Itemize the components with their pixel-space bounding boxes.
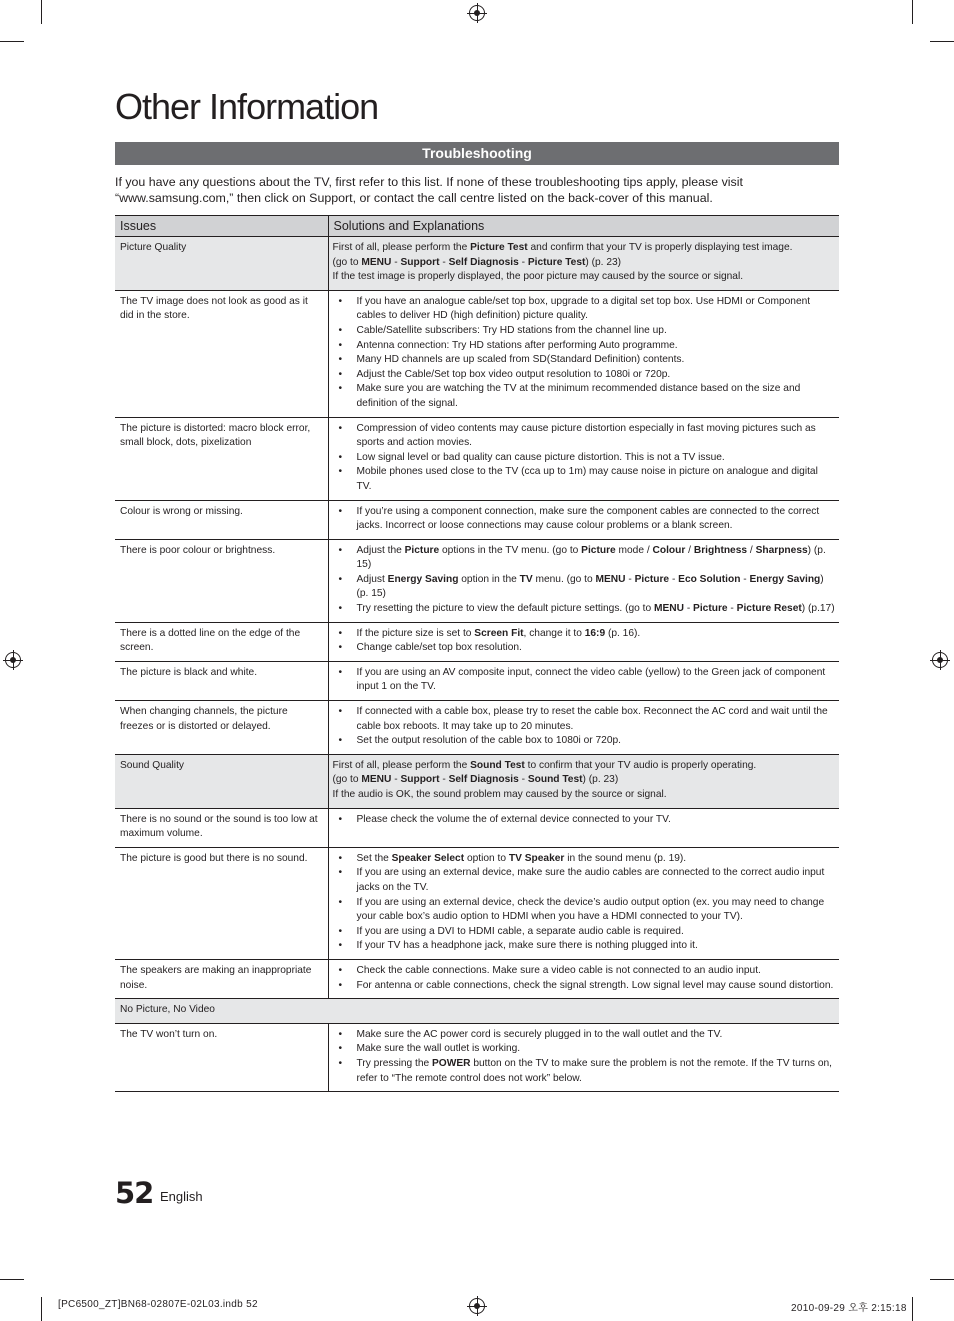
table-row	[115, 622, 839, 661]
category-row	[115, 999, 839, 1024]
column-header-solutions: Solutions and Explanations	[328, 216, 839, 237]
troubleshooting-table	[115, 215, 839, 1092]
solution-cell: • Check the cable connections. Make sure a video cable is not connected to an audio input. • For antenna or cable connections, check the signal strength. Low signal level may cause sound distortion.	[328, 959, 839, 998]
category-cell: No Picture, No Video	[115, 999, 839, 1024]
table-row	[115, 290, 839, 417]
crop-mark	[912, 1297, 913, 1321]
table-row	[115, 661, 839, 700]
table-header-row	[115, 216, 839, 237]
registration-mark-icon	[932, 652, 948, 668]
issue-cell: The TV won’t turn on.	[115, 1023, 328, 1091]
solution-cell: • Please check the volume the of external device connected to your TV.	[328, 808, 839, 847]
table-row	[115, 847, 839, 959]
category-row	[115, 237, 839, 291]
solution-cell: • If you’re using a component connection, make sure the component cables are connected to the correct jacks. Incorrect or loose connections may cause colour problems or a blank screen.	[328, 500, 839, 539]
solution-cell: • Compression of video contents may cause picture distortion especially in fast moving pictures such as sports and action movies. • Low signal level or bad quality can cause picture distortion. This is not a TV issue. • Mobile phones used close to the TV (cca up to 1m) may cause noise in picture on analogue and digital TV.	[328, 417, 839, 500]
registration-mark-icon	[5, 652, 21, 668]
issue-cell: Picture Quality	[115, 237, 328, 291]
issue-cell: When changing channels, the picture freezes or is distorted or delayed.	[115, 701, 328, 755]
column-header-issues: Issues	[115, 216, 328, 237]
crop-mark	[41, 0, 42, 24]
solution-cell: First of all, please perform the Picture Test and confirm that your TV is properly displaying test image. (go to MENU - Support - Self Diagnosis - Picture Test) (p. 23) If the test image is properly displayed, the poor picture may caused by the source or signal.	[328, 237, 839, 291]
table-row	[115, 500, 839, 539]
issue-cell: Colour is wrong or missing.	[115, 500, 328, 539]
crop-mark	[930, 1279, 954, 1280]
table-row	[115, 1023, 839, 1091]
table-row	[115, 701, 839, 755]
issue-cell: There is poor colour or brightness.	[115, 539, 328, 622]
page-number: 52	[115, 1176, 154, 1210]
registration-mark-icon	[469, 1298, 485, 1314]
intro-text: If you have any questions about the TV, first refer to this list. If none of these troubleshooting tips apply, please visit “www.samsung.com,” then click on Support, or contact the call centre listed on the back-cover of this manual.	[115, 175, 743, 205]
solution-cell: • Set the Speaker Select option to TV Speaker in the sound menu (p. 19). • If you are using an external device, make sure the audio cables are connected to the correct audio input jacks on the TV. • If you are using an external device, check the device’s audio output option (ex. you may need to change your cable box’s audio option to HDMI when you have a HDMI connected to your TV). • If you are using a DVI to HDMI cable, a separate audio cable is required. • If your TV has a headphone jack, make sure there is nothing plugged into it.	[328, 847, 839, 959]
print-slug-file: [PC6500_ZT]BN68-02807E-02L03.indb 52	[58, 1299, 258, 1310]
crop-mark	[0, 1279, 24, 1280]
table-row	[115, 417, 839, 500]
solution-cell: • If you have an analogue cable/set top box, upgrade to a digital set top box. Use HDMI or Component cables to deliver HD (high definition) picture quality. • Cable/Satellite subscribers: Try HD stations from the channel line up. • Antenna connection: Try HD stations after performing Auto programme. • Many HD channels are up scaled from SD(Standard Definition) contents. • Adjust the Cable/Set top box video output resolution to 1080i or 720p. • Make sure you are watching the TV at the minimum recommended distance based on the size and definition of the signal.	[328, 290, 839, 417]
issue-cell: There is no sound or the sound is too low at maximum volume.	[115, 808, 328, 847]
solution-cell: • Make sure the AC power cord is securely plugged in to the wall outlet and the TV. • Make sure the wall outlet is working. • Try pressing the POWER button on the TV to make sure the problem is not the remote. If the TV turns on, refer to “The remote control does not work” below.	[328, 1023, 839, 1091]
solution-cell: • If you are using an AV composite input, connect the video cable (yellow) to the Green jack of component input 1 on the TV.	[328, 661, 839, 700]
issue-cell: The picture is black and white.	[115, 661, 328, 700]
issue-cell: Sound Quality	[115, 754, 328, 808]
crop-mark	[912, 0, 913, 24]
table-row	[115, 959, 839, 998]
section-title: Troubleshooting	[115, 142, 839, 165]
issue-cell: The picture is good but there is no sound.	[115, 847, 328, 959]
issue-cell: The speakers are making an inappropriate noise.	[115, 959, 328, 998]
crop-mark	[930, 41, 954, 42]
print-slug-date: 2010-09-29 오후 2:15:18	[791, 1303, 907, 1314]
table-row	[115, 808, 839, 847]
registration-mark-icon	[469, 5, 485, 21]
solution-cell: • If the picture size is set to Screen Fit, change it to 16:9 (p. 16). • Change cable/set top box resolution.	[328, 622, 839, 661]
solution-cell: • Adjust the Picture options in the TV menu. (go to Picture mode / Colour / Brightness / Sharpness) (p. 15) • Adjust Energy Saving option in the TV menu. (go to MENU - Picture - Eco Solution - Energy Saving) (p. 15) • Try resetting the picture to view the default picture settings. (go to MENU - Picture - Picture Reset) (p.17)	[328, 539, 839, 622]
solution-cell: First of all, please perform the Sound Test to confirm that your TV audio is properly operating. (go to MENU - Support - Self Diagnosis - Sound Test) (p. 23) If the audio is OK, the sound problem may caused by the source or signal.	[328, 754, 839, 808]
solution-cell: • If connected with a cable box, please try to reset the cable box. Reconnect the AC cord and wait until the cable box reboots. It may take up to 20 minutes. • Set the output resolution of the cable box to 1080i or 720p.	[328, 701, 839, 755]
issue-cell: There is a dotted line on the edge of the screen.	[115, 622, 328, 661]
page-language: English	[160, 1189, 203, 1204]
crop-mark	[0, 41, 24, 42]
category-row	[115, 754, 839, 808]
crop-mark	[41, 1297, 42, 1321]
table-row	[115, 539, 839, 622]
issue-cell: The picture is distorted: macro block error, small block, dots, pixelization	[115, 417, 328, 500]
page-title: Other Information	[115, 86, 379, 127]
issue-cell: The TV image does not look as good as it did in the store.	[115, 290, 328, 417]
